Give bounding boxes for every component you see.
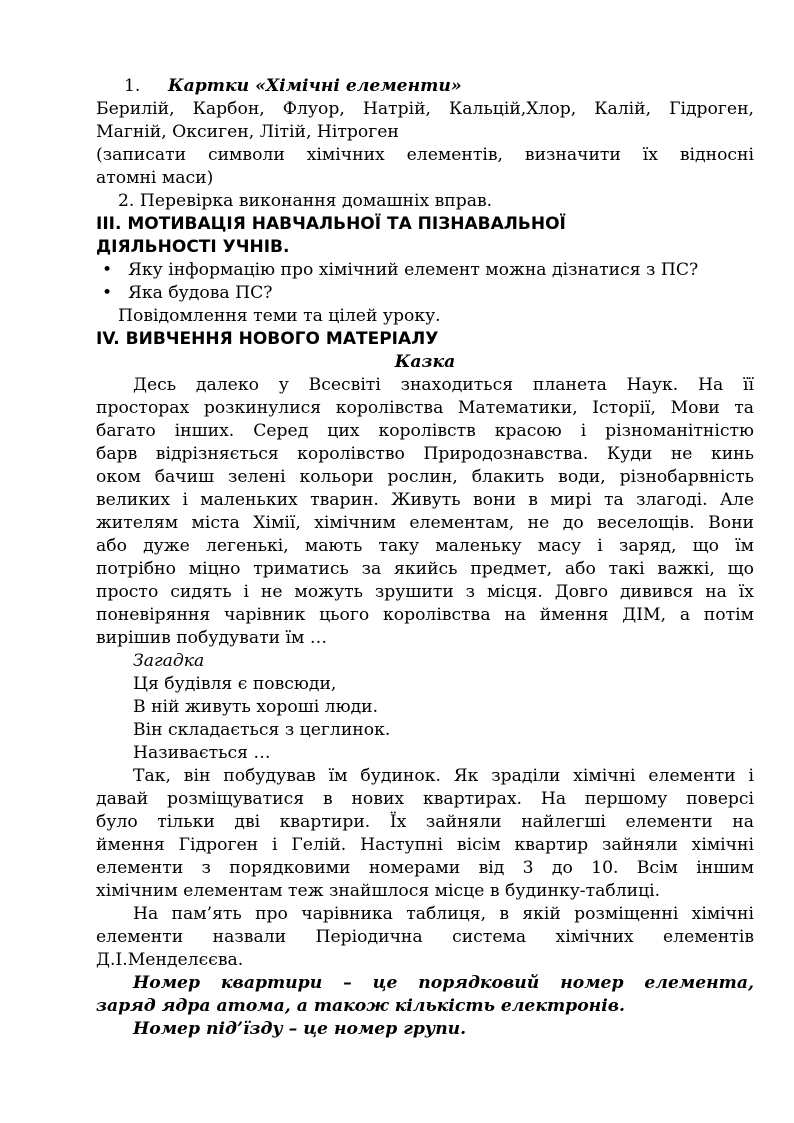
bullet-text: Яка будова ПС? bbox=[128, 283, 273, 303]
riddle-line: В ній живуть хороші люди. bbox=[133, 697, 379, 717]
paragraph-line: жителям міста Хімії, хімічним елементам, не до веселощів. Вони bbox=[96, 513, 754, 533]
riddle bbox=[96, 650, 754, 765]
story-paragraph-1 bbox=[96, 374, 754, 650]
paragraph-line: давай розміщуватися в нових квартирах. На першому поверсі bbox=[96, 789, 754, 809]
riddle-line: Він складається з цеглинок. bbox=[133, 720, 391, 740]
paragraph-line: Десь далеко у Всесвіті знаходиться планета Наук. На її bbox=[133, 375, 754, 395]
story-paragraph-3 bbox=[96, 903, 754, 972]
lesson-announcement: Повідомлення теми та цілей уроку. bbox=[118, 306, 441, 326]
paragraph-line: багато інших. Серед цих королівств красою і різноманітністю bbox=[96, 421, 754, 441]
paragraph-line: Так, він побудував їм будинок. Як зраділи хімічні елементи і bbox=[133, 766, 754, 786]
paragraph-line: Д.І.Менделєєва. bbox=[96, 950, 244, 970]
riddle-title: Загадка bbox=[133, 651, 205, 671]
paragraph-line: було тільки дві квартири. Їх зайняли найлегші елементи на bbox=[96, 812, 754, 832]
section3-heading-line-1: ІІІ. МОТИВАЦІЯ НАВЧАЛЬНОЇ ТА ПІЗНАВАЛЬНОЇ bbox=[96, 214, 566, 234]
paragraph-line: оком бачиш зелені кольори рослин, блакить води, різнобарвність bbox=[96, 467, 754, 487]
paragraph-line: або дуже легенькі, мають таку маленьку масу і заряд, що їм bbox=[96, 536, 754, 556]
paragraph-line: елементи назвали Періодична система хімічних елементів bbox=[96, 927, 754, 947]
elements-line-2: Магній, Оксиген, Літій, Нітроген bbox=[96, 122, 399, 142]
list-item bbox=[96, 259, 754, 282]
riddle-line: Ця будівля є повсюди, bbox=[133, 674, 337, 694]
section3-heading-line-2: ДІЯЛЬНОСТІ УЧНІВ. bbox=[96, 237, 290, 257]
emphasis-line: Номер під’їзду – це номер групи. bbox=[133, 1019, 467, 1039]
paragraph-line: елементи з порядковими номерами від 3 до 10. Всім іншим bbox=[96, 858, 754, 878]
riddle-line: Називається … bbox=[133, 743, 271, 763]
paragraph-line: просто сидять і не можуть зрушити з місця. Довго дивився на їх bbox=[96, 582, 754, 602]
document-content bbox=[96, 75, 754, 1041]
paragraph-line: барв відрізняється королівство Природознавства. Куди не кинь bbox=[96, 444, 754, 464]
cards-note-line-2: атомні маси) bbox=[96, 168, 214, 188]
paragraph-line: поневіряння чарівник цього королівства на ймення ДІМ, а потім bbox=[96, 605, 754, 625]
emphasis-line: Номер квартири – це порядковий номер елемента, bbox=[133, 973, 754, 993]
cards-title: Картки «Хімічні елементи» bbox=[168, 76, 462, 96]
section4-heading: IV. ВИВЧЕННЯ НОВОГО МАТЕРІАЛУ bbox=[96, 329, 439, 349]
list-item bbox=[96, 282, 754, 305]
story-paragraph-2 bbox=[96, 765, 754, 903]
bullet-icon: • bbox=[102, 260, 113, 280]
paragraph-line: На пам’ять про чарівника таблиця, в якій розміщенні хімічні bbox=[133, 904, 754, 924]
cards-note-line-1: (записати символи хімічних елементів, визначити їх відносні bbox=[96, 145, 754, 165]
emphasis-block bbox=[96, 972, 754, 1041]
paragraph-line: ймення Гідроген і Гелій. Наступні вісім квартир зайняли хімічні bbox=[96, 835, 754, 855]
paragraph-line: просторах розкинулися королівства Математики, Історії, Мови та bbox=[96, 398, 754, 418]
cards-number: 1. bbox=[124, 76, 141, 96]
paragraph-line: потрібно міцно триматись за якийсь предмет, або такі важкі, що bbox=[96, 559, 754, 579]
cards-heading bbox=[96, 75, 754, 98]
bullet-icon: • bbox=[102, 283, 113, 303]
paragraph-line: хімічним елементам теж знайшлося місце в будинку-таблиці. bbox=[96, 881, 661, 901]
emphasis-line: заряд ядра атома, а також кількість електронів. bbox=[96, 996, 625, 1016]
elements-line-1: Берилій, Карбон, Флуор, Натрій, Кальцій,Хлор, Калій, Гідроген, bbox=[96, 99, 754, 119]
homework-check: 2. Перевірка виконання домашніх вправ. bbox=[118, 191, 493, 211]
paragraph-line: великих і маленьких тварин. Живуть вони в мирі та злагоді. Але bbox=[96, 490, 754, 510]
story-title: Казка bbox=[394, 352, 456, 372]
bullet-text: Яку інформацію про хімічний елемент можна дізнатися з ПС? bbox=[128, 260, 699, 280]
paragraph-line: вирішив побудувати їм … bbox=[96, 628, 328, 648]
